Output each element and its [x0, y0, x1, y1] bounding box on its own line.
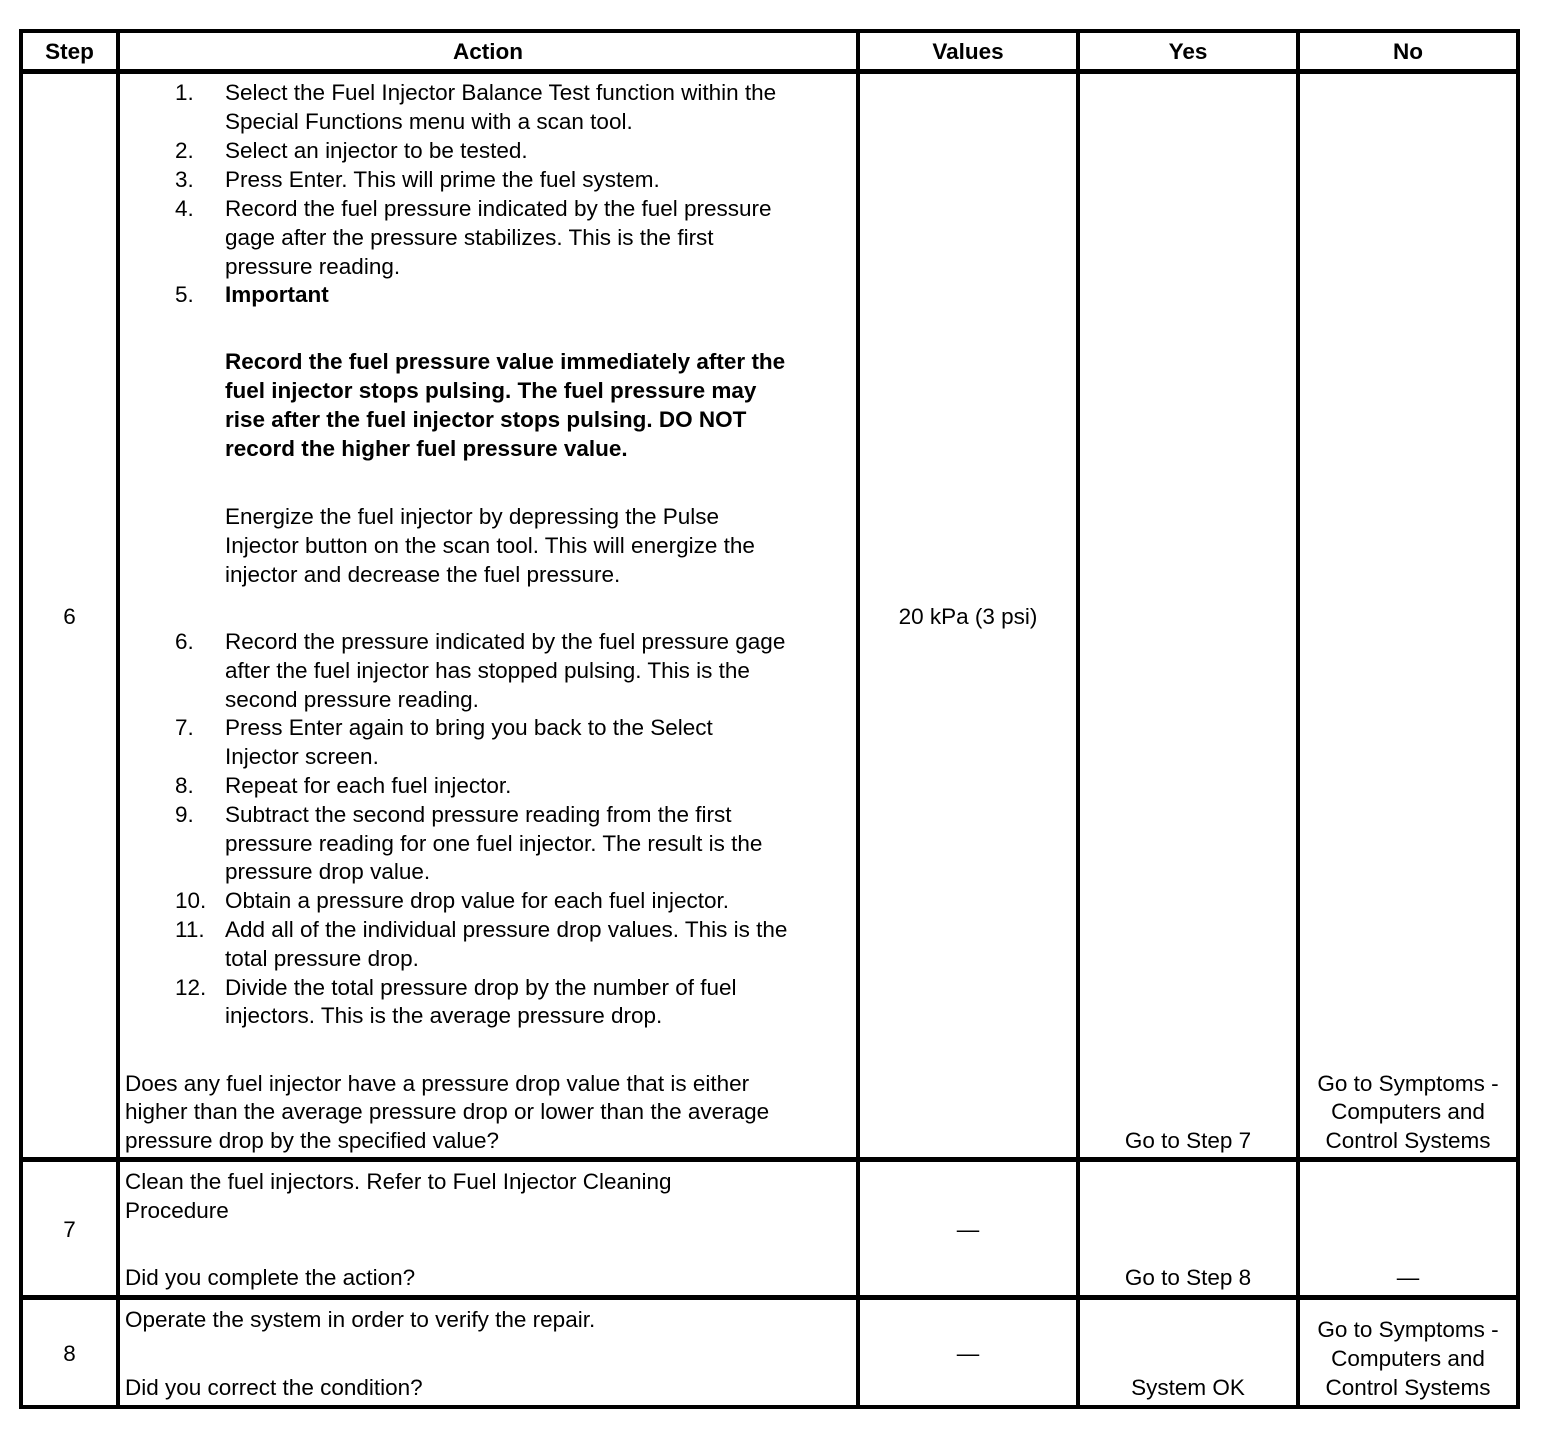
header-no: No	[1393, 39, 1423, 64]
row6-step: 6	[63, 604, 76, 629]
row6-no-line2: Computers and	[1331, 1099, 1485, 1124]
row6-item7-num: 7.	[175, 715, 194, 740]
table-border-left	[19, 29, 23, 1409]
energize-line3: injector and decrease the fuel pressure.	[225, 562, 621, 587]
header-values: Values	[932, 39, 1004, 64]
row-divider-7-8	[19, 1295, 1520, 1300]
row6-item5-num: 5.	[175, 282, 194, 307]
row6-item7-line2: Injector screen.	[225, 744, 379, 769]
row7-action-line2: Procedure	[125, 1198, 229, 1223]
col-divider-step	[116, 29, 120, 1409]
important-heading: Important	[225, 282, 329, 307]
col-divider-yes	[1296, 29, 1300, 1409]
row6-item6-num: 6.	[175, 629, 194, 654]
row6-item12-line1: Divide the total pressure drop by the number of fuel	[225, 975, 737, 1000]
row8-no-line2: Computers and	[1331, 1346, 1485, 1371]
row6-item10-num: 10.	[175, 888, 207, 913]
row6-question-line1: Does any fuel injector have a pressure drop value that is either	[125, 1071, 750, 1096]
row6-item11-num: 11.	[175, 917, 205, 942]
col-divider-values	[1076, 29, 1080, 1409]
row6-item2-num: 2.	[175, 138, 194, 163]
table-border-right	[1516, 29, 1520, 1409]
row7-question: Did you complete the action?	[125, 1265, 416, 1290]
row6-item8-num: 8.	[175, 773, 194, 798]
row8-no-line3: Control Systems	[1325, 1375, 1491, 1400]
row6-no-line3: Control Systems	[1325, 1128, 1491, 1153]
row8-no-line1: Go to Symptoms -	[1317, 1317, 1499, 1342]
row8-question: Did you correct the condition?	[125, 1375, 423, 1400]
row6-item6-line3: second pressure reading.	[225, 687, 479, 712]
row6-item4-num: 4.	[175, 196, 194, 221]
row7-step: 7	[63, 1217, 76, 1242]
row6-item4-line2: gage after the pressure stabilizes. This is the first	[225, 225, 714, 250]
header-step: Step	[45, 39, 94, 64]
row6-item11-line2: total pressure drop.	[225, 946, 419, 971]
row6-yes: Go to Step 7	[1124, 1128, 1252, 1153]
important-note-line3: rise after the fuel injector stops pulsing. DO NOT	[225, 407, 747, 432]
row6-item1-line2: Special Functions menu with a scan tool.	[225, 109, 633, 134]
row6-item6-line1: Record the pressure indicated by the fuel pressure gage	[225, 629, 786, 654]
important-note-line1: Record the fuel pressure value immediately after the	[225, 349, 786, 374]
table-border-bottom	[19, 1405, 1520, 1409]
row6-question-line3: pressure drop by the specified value?	[125, 1128, 499, 1153]
important-note-line4: record the higher fuel pressure value.	[225, 436, 628, 461]
row6-item9-line2: pressure reading for one fuel injector. The result is the	[225, 831, 763, 856]
row6-item11-line1: Add all of the individual pressure drop values. This is the	[225, 917, 788, 942]
row6-item8-line1: Repeat for each fuel injector.	[225, 773, 512, 798]
row6-item1-line1: Select the Fuel Injector Balance Test function within the	[225, 80, 777, 105]
row6-item3-num: 3.	[175, 167, 194, 192]
row6-item7-line1: Press Enter again to bring you back to the Select	[225, 715, 713, 740]
row-divider-6-7	[19, 1157, 1520, 1162]
important-note-line2: fuel injector stops pulsing. The fuel pressure may	[225, 378, 757, 403]
row7-action-line1: Clean the fuel injectors. Refer to Fuel Injector Cleaning	[125, 1169, 672, 1194]
row6-item4-line1: Record the fuel pressure indicated by the fuel pressure	[225, 196, 772, 221]
row6-item6-line2: after the fuel injector has stopped pulsing. This is the	[225, 658, 750, 683]
header-action: Action	[453, 39, 523, 64]
table-border-top	[19, 29, 1520, 33]
row6-item9-line1: Subtract the second pressure reading from the first	[225, 802, 732, 827]
row6-item10-line1: Obtain a pressure drop value for each fuel injector.	[225, 888, 730, 913]
row8-action: Operate the system in order to verify the repair.	[125, 1307, 596, 1332]
row6-no-line1: Go to Symptoms -	[1317, 1071, 1499, 1096]
energize-line1: Energize the fuel injector by depressing the Pulse	[225, 504, 720, 529]
row6-item12-num: 12.	[175, 975, 207, 1000]
row6-item1-num: 1.	[175, 80, 194, 105]
col-divider-action	[856, 29, 860, 1409]
row6-item9-line3: pressure drop value.	[225, 859, 431, 884]
energize-line2: Injector button on the scan tool. This will energize the	[225, 533, 755, 558]
row7-value: —	[956, 1217, 980, 1242]
row6-item4-line3: pressure reading.	[225, 254, 401, 279]
row8-yes: System OK	[1131, 1375, 1245, 1400]
row6-item9-num: 9.	[175, 802, 194, 827]
diagnostic-table	[19, 29, 1520, 1409]
header-yes: Yes	[1168, 39, 1208, 64]
row7-no: —	[1396, 1265, 1420, 1290]
row8-step: 8	[63, 1341, 76, 1366]
row7-yes: Go to Step 8	[1124, 1265, 1252, 1290]
row6-value: 20 kPa (3 psi)	[898, 604, 1038, 629]
row8-value: —	[956, 1341, 980, 1366]
header-divider	[19, 69, 1520, 74]
row6-question-line2: higher than the average pressure drop or lower than the average	[125, 1099, 770, 1124]
row6-item3-line1: Press Enter. This will prime the fuel system.	[225, 167, 660, 192]
row6-item12-line2: injectors. This is the average pressure drop.	[225, 1003, 663, 1028]
row6-item2-line1: Select an injector to be tested.	[225, 138, 528, 163]
